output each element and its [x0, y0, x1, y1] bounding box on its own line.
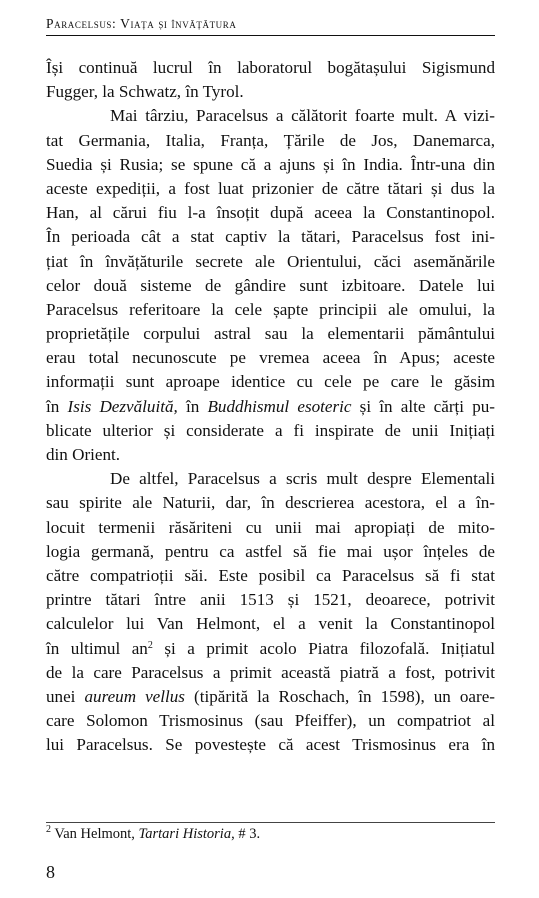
line-text: blicate ulterior și considerate a fi inspirate de unii Inițiați	[46, 420, 495, 440]
line-text: din Orient.	[46, 445, 121, 464]
text-line	[46, 225, 495, 249]
text-line	[46, 540, 495, 564]
text-line	[46, 395, 495, 419]
footnote-title: Tartari Historia	[138, 826, 232, 842]
text-line	[46, 612, 495, 636]
footnote-number: 2	[46, 824, 51, 835]
line-text: Suedia și Rusia; se spune că a ajuns și în India. Într-una din	[46, 154, 495, 174]
line-text: și în alte cărți pu-	[351, 396, 495, 416]
text-line	[46, 661, 495, 685]
text-line	[46, 370, 495, 394]
line-text: Își continuă lucrul în laboratorul bogătașului Sigismund	[46, 58, 495, 77]
text-line	[46, 709, 495, 733]
line-text: De altfel, Paracelsus a scris mult despre Elementali	[110, 469, 495, 489]
line-text: erau total necunoscute pe vremea aceea în Apus; aceste	[46, 348, 495, 368]
line-text: locuit termenii răsăriteni cu unii mai apropiați de mito-	[46, 517, 495, 537]
text-line	[46, 56, 495, 80]
line-text: (tipărită la Roschach, în 1598), un oare-	[184, 686, 495, 706]
line-text: care Solomon Trismosinus (sau Pfeiffer), un compatriot al	[46, 711, 495, 731]
footnote-rest: , # 3.	[231, 826, 261, 842]
text-line	[46, 104, 495, 128]
line-text: în ultimul an	[46, 638, 148, 658]
line-text: tat Germania, Italia, Franța, Țările de Jos, Danemarca,	[46, 130, 495, 150]
line-text: Mai târziu, Paracelsus a călătorit foarte mult. A vizi-	[110, 106, 495, 126]
line-text: printre tătari între anii 1513 și 1521, deoarece, potrivit	[46, 590, 495, 610]
line-text: țiat în învățăturile secrete ale Orientului, căci asemănările	[46, 251, 495, 271]
text-line	[46, 346, 495, 370]
footnote-ref: 2	[147, 639, 153, 651]
line-text: unei	[46, 686, 85, 706]
text-line	[46, 443, 495, 467]
line-text: Paracelsus referitoare la cele șapte principii ale omului, la	[46, 299, 495, 319]
italic-title: Buddhismul esoteric	[207, 396, 352, 416]
text-line	[46, 685, 495, 709]
line-text: în	[46, 396, 68, 416]
text-line	[46, 274, 495, 298]
line-text: către compatrioții săi. Este posibil ca Paracelsus să fi stat	[46, 565, 495, 585]
line-text: În perioada cât a stat captiv la tătari, Paracelsus fost ini-	[46, 227, 495, 247]
line-text: lui Paracelsus. Se povestește că acest Trismosinus era în	[46, 735, 495, 755]
text-line	[46, 516, 495, 540]
text-line	[46, 564, 495, 588]
italic-title: aureum vellus	[84, 686, 185, 706]
text-line	[46, 733, 495, 757]
text-line	[46, 588, 495, 612]
text-line	[46, 201, 495, 225]
line-text: calculelor lui Van Helmont, el a venit la Constantinopol	[46, 614, 495, 634]
text-line	[46, 467, 495, 491]
italic-title: Isis Dezvăluită,	[67, 396, 178, 416]
line-text: Fugger, la Schwatz, în Tyrol.	[46, 82, 244, 102]
text-line	[46, 129, 495, 153]
line-text: și a primit acolo Piatra filozofală. Inițiatul	[152, 638, 495, 658]
page-number: 8	[46, 862, 55, 882]
text-line	[46, 250, 495, 274]
line-text: proprietățile corpului astral sau la elementarii pământului	[46, 324, 495, 344]
line-text: logia germană, pentru ca astfel să fie mai ușor înțeles de	[46, 541, 495, 561]
line-text: sau spirite ale Naturii, dar, în descrierea acestora, el a în-	[46, 493, 495, 513]
footnote	[46, 826, 260, 843]
text-line	[46, 491, 495, 515]
text-line	[46, 637, 495, 661]
text-line	[46, 153, 495, 177]
line-text: celor două sisteme de gândire sunt izbitoare. Datele lui	[46, 275, 495, 295]
text-line	[46, 322, 495, 346]
line-text: Han, al cărui fiu l-a însoțit după aceea la Constantinopol.	[46, 203, 495, 223]
body-text	[46, 56, 495, 757]
footnote-author: Van Helmont,	[51, 826, 139, 842]
line-text: de la care Paracelsus a primit această piatră a fost, potrivit	[46, 662, 495, 682]
running-header	[46, 16, 495, 36]
text-line	[46, 419, 495, 443]
text-line	[46, 298, 495, 322]
line-text: informații sunt aproape identice cu cele pe care le găsim	[46, 372, 495, 392]
line-text: aceste expediții, a fost luat prizonier de către tătari și dus la	[46, 178, 495, 198]
running-title: Paracelsus: Viața și învățătura	[46, 16, 237, 31]
text-line	[46, 80, 495, 104]
line-text: în	[177, 396, 208, 416]
footnote-separator	[46, 822, 495, 823]
text-line	[46, 177, 495, 201]
